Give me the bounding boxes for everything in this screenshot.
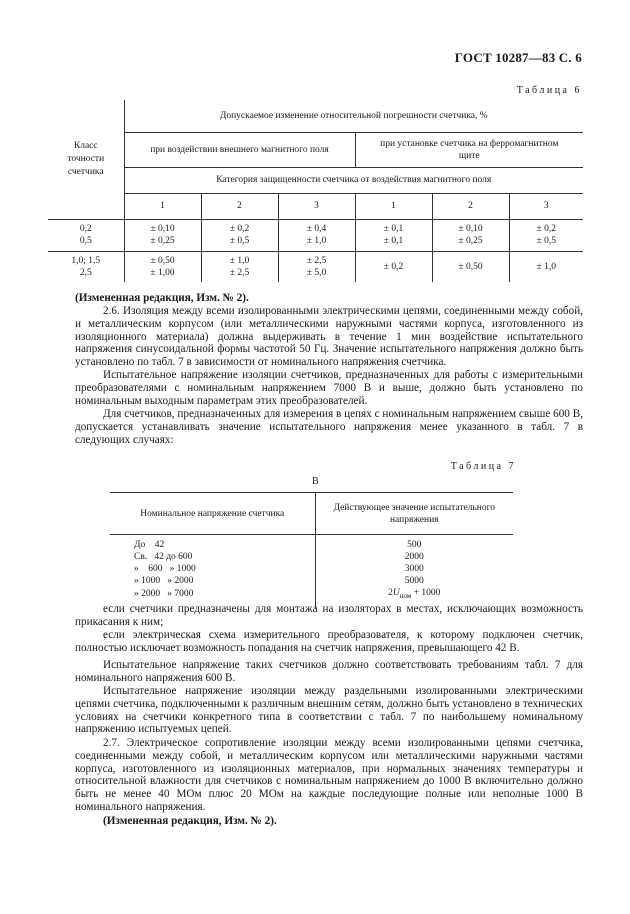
table-row xyxy=(48,251,583,282)
amendment-note: (Измененная редакция, Изм. № 2). xyxy=(103,815,277,827)
table-row xyxy=(48,219,583,251)
paragraph-over-600v: Для счетчиков, предназначенных для измерения в цепях с номинальным напряжением свыше 600 В, допускается устанавливать значение испытательного напряжения менее указанного в табл. 7 в следующих случаях: xyxy=(75,408,583,446)
test-voltage: 5000 xyxy=(315,575,513,587)
table-7 xyxy=(110,492,513,609)
nominal-voltage: » 2000 » 7000 xyxy=(134,588,194,599)
paragraph-measuring-transformers: Испытательное напряжение изоляции счетчиков, предназначенных для работы с измерительными преобразователями с номинальным напряжением 7000 В и выше, должно быть установлено по номинальным выходным параметрам этих преобразователей. xyxy=(75,369,583,407)
table-row xyxy=(110,587,513,602)
test-voltage: 500 xyxy=(315,539,513,551)
test-voltage: 2000 xyxy=(315,551,513,563)
cell-value: ± 0,25 xyxy=(150,236,175,246)
page-header: ГОСТ 10287—83 С. 6 xyxy=(454,50,582,65)
nominal-voltage: До 42 xyxy=(134,539,165,550)
cell-value: ± 0,2 xyxy=(536,224,556,234)
table6-caption: Таблица 6 xyxy=(516,85,582,96)
test-voltage-prefix: 2 xyxy=(388,587,393,598)
table-row xyxy=(110,575,513,587)
paragraph-requirements: Испытательное напряжение таких счетчиков должно соответствовать требованиям табл. 7 для номинального напряжения 600 В. xyxy=(75,659,583,684)
cell-value: ± 2,5 xyxy=(229,267,250,278)
test-voltage-subscript: ном xyxy=(399,591,412,600)
table7-col1-header: Номинальное напряжение счетчика xyxy=(110,493,315,535)
category-cell: 2 xyxy=(201,193,278,219)
table-row xyxy=(110,539,513,551)
cell-value: ± 0,25 xyxy=(458,236,483,246)
nominal-voltage: » 600 » 1000 xyxy=(134,563,196,574)
table7-caption: Таблица 7 xyxy=(450,461,516,472)
cell-value: ± 5,0 xyxy=(306,267,327,278)
cell-value: ± 1,00 xyxy=(150,267,175,278)
class-header: Класс точности счетчика xyxy=(67,140,105,177)
cell-value: ± 0,50 xyxy=(150,255,175,266)
test-voltage xyxy=(315,587,513,602)
paragraph-separate-circuits: Испытательное напряжение изоляции между раздельными изолированными электрическими цепями счетчика, подключенными к различным внешним сетям, должно быть установлено в технических условиях на счетчики конкретного типа в соответствии с табл. 7 по наибольшему номинальному напряжению испытуемых цепей. xyxy=(75,685,583,736)
cell-value: ± 1,0 xyxy=(229,255,250,266)
case-insulators: если счетчики предназначены для монтажа на изоляторах в местах, исключающих возможность прикасания к ним; xyxy=(75,603,583,628)
category-cell: 3 xyxy=(509,193,583,219)
cell-value: ± 1,0 xyxy=(306,236,327,246)
table7-unit: В xyxy=(312,476,319,487)
cell-value: ± 0,5 xyxy=(536,236,556,246)
table-row xyxy=(110,551,513,563)
group-external-field: при воздействии внешнего магнитного поля xyxy=(124,132,355,167)
amendment-note: (Измененная редакция, Изм. № 2). xyxy=(75,292,249,304)
test-voltage-symbol: U xyxy=(392,587,400,598)
cell-value: ± 0,10 xyxy=(458,224,483,234)
cell-value: ± 1,0 xyxy=(509,251,583,282)
nominal-voltage: » 1000 » 2000 xyxy=(134,575,194,586)
cell-value: ± 0,2 xyxy=(229,224,250,234)
cell-value: ± 0,4 xyxy=(306,224,327,234)
clause-2-7: 2.7. Электрическое сопротивление изоляции между всеми изолированными цепями счетчика, соединенными между собой, и металлическим корпусом или металлическими наружными частями корпуса, изготовленного из изоляционных материалов, при нормальных значениях температуры и относительной влажности для счетчиков с номинальным напряжением до 1000 В включительно должно быть не менее 40 МОм плюс 20 МОм на каждые последующие полные или неполные 1000 В номинального напряжения. xyxy=(75,737,583,813)
category-cell: 1 xyxy=(124,193,201,219)
cell-value: ± 2,5 xyxy=(306,255,327,266)
test-voltage: 3000 xyxy=(315,563,513,575)
test-voltage-suffix: + 1000 xyxy=(411,587,441,598)
clause-2-6: 2.6. Изоляция между всеми изолированными электрическими цепями, соединенными между собой, и металлическим корпусом (или металлическими наружными частями корпуса, изготовленного из изоляционного материала) должна выдерживать в течение 1 мин воздействие испытательного напряжения синусоидальной формы частотой 50 Гц. Значение испытательного напряжения должно быть установлено по табл. 7 в зависимости от номинального напряжения счетчика. xyxy=(75,305,583,369)
cell-value: ± 0,5 xyxy=(229,236,250,246)
cell-value: ± 0,10 xyxy=(150,224,175,234)
category-header: Категория защищенности счетчика от воздействия магнитного поля xyxy=(124,167,583,193)
category-cell: 3 xyxy=(278,193,355,219)
cell-value: ± 0,2 xyxy=(355,251,432,282)
cell-value: ± 0,1 xyxy=(383,236,404,246)
class-value: 2,5 xyxy=(79,267,92,278)
nominal-voltage: Св. 42 до 600 xyxy=(134,551,193,562)
table-row xyxy=(110,563,513,575)
group-ferromagnetic: при установке счетчика на ферромагнитном щите xyxy=(355,132,583,167)
category-cell: 2 xyxy=(432,193,509,219)
table-6 xyxy=(48,100,583,282)
class-value: 1,0; 1,5 xyxy=(71,255,101,266)
case-transformer: если электрическая схема измерительного преобразователя, к которому подключен счетчик, полностью исключает возможность попадания на счетчик напряжения, превышающего 42 В. xyxy=(75,629,583,654)
main-header: Допускаемое изменение относительной погрешности счетчика, % xyxy=(124,100,583,132)
class-value: 0,2 xyxy=(79,224,92,234)
class-value: 0,5 xyxy=(79,236,92,246)
table7-col2-header: Действующее значение испытательного напряжения xyxy=(315,493,513,535)
category-cell: 1 xyxy=(355,193,432,219)
cell-value: ± 0,1 xyxy=(383,224,404,234)
cell-value: ± 0,50 xyxy=(432,251,509,282)
